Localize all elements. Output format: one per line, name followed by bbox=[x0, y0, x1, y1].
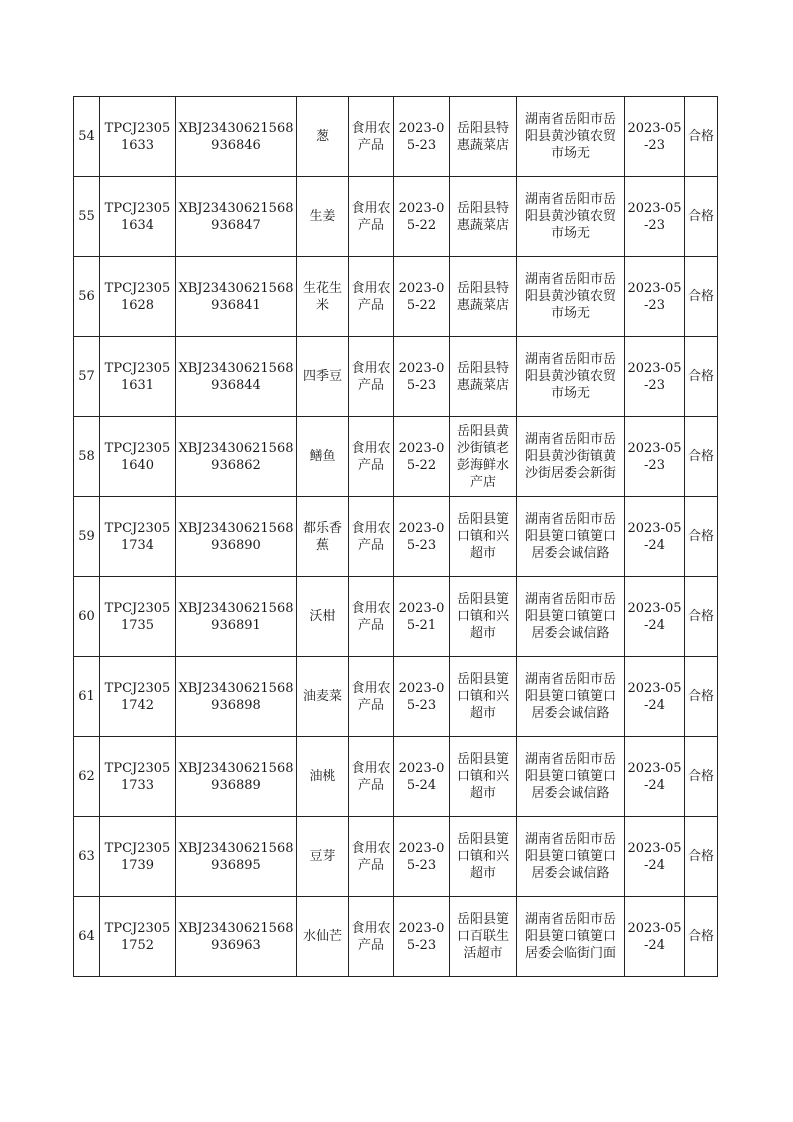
sample-number-cell: XBJ23430621568936847 bbox=[176, 177, 297, 257]
sample-name-cell: 鳝鱼 bbox=[297, 417, 349, 497]
sample-number-cell: XBJ23430621568936891 bbox=[176, 577, 297, 657]
result-cell: 合格 bbox=[685, 897, 718, 977]
sample-name-cell: 都乐香蕉 bbox=[297, 497, 349, 577]
table-body bbox=[74, 97, 718, 977]
production-date-cell: 2023-05-24 bbox=[394, 737, 450, 817]
sampling-date-cell: 2023-05-23 bbox=[625, 417, 685, 497]
sampling-date-cell: 2023-05-23 bbox=[625, 337, 685, 417]
sampling-date-cell: 2023-05-23 bbox=[625, 177, 685, 257]
seller-name-cell: 岳阳县特惠蔬菜店 bbox=[450, 97, 517, 177]
task-number-cell: TPCJ23051628 bbox=[100, 257, 176, 337]
table-row bbox=[74, 257, 718, 337]
sample-number-cell: XBJ23430621568936844 bbox=[176, 337, 297, 417]
task-number-cell: TPCJ23051634 bbox=[100, 177, 176, 257]
seq-cell: 56 bbox=[74, 257, 100, 337]
sample-number-cell: XBJ23430621568936890 bbox=[176, 497, 297, 577]
category-cell: 食用农产品 bbox=[349, 817, 394, 897]
seller-name-cell: 岳阳县筻口镇和兴超市 bbox=[450, 577, 517, 657]
sampling-date-cell: 2023-05-24 bbox=[625, 737, 685, 817]
seller-name-cell: 岳阳县筻口镇和兴超市 bbox=[450, 497, 517, 577]
sample-number-cell: XBJ23430621568936963 bbox=[176, 897, 297, 977]
category-cell: 食用农产品 bbox=[349, 177, 394, 257]
seq-cell: 59 bbox=[74, 497, 100, 577]
seq-cell: 57 bbox=[74, 337, 100, 417]
production-date-cell: 2023-05-23 bbox=[394, 497, 450, 577]
table-row bbox=[74, 657, 718, 737]
task-number-cell: TPCJ23051640 bbox=[100, 417, 176, 497]
result-cell: 合格 bbox=[685, 817, 718, 897]
production-date-cell: 2023-05-22 bbox=[394, 177, 450, 257]
production-date-cell: 2023-05-21 bbox=[394, 577, 450, 657]
production-date-cell: 2023-05-22 bbox=[394, 417, 450, 497]
task-number-cell: TPCJ23051733 bbox=[100, 737, 176, 817]
result-cell: 合格 bbox=[685, 417, 718, 497]
production-date-cell: 2023-05-23 bbox=[394, 657, 450, 737]
seller-name-cell: 岳阳县特惠蔬菜店 bbox=[450, 257, 517, 337]
sample-number-cell: XBJ23430621568936895 bbox=[176, 817, 297, 897]
seller-address-cell: 湖南省岳阳市岳阳县黄沙镇农贸市场无 bbox=[517, 337, 625, 417]
category-cell: 食用农产品 bbox=[349, 657, 394, 737]
table-row bbox=[74, 417, 718, 497]
sample-name-cell: 沃柑 bbox=[297, 577, 349, 657]
seller-address-cell: 湖南省岳阳市岳阳县筻口镇筻口居委会临街门面 bbox=[517, 897, 625, 977]
seller-address-cell: 湖南省岳阳市岳阳县筻口镇筻口居委会诚信路 bbox=[517, 657, 625, 737]
task-number-cell: TPCJ23051734 bbox=[100, 497, 176, 577]
category-cell: 食用农产品 bbox=[349, 417, 394, 497]
category-cell: 食用农产品 bbox=[349, 897, 394, 977]
production-date-cell: 2023-05-23 bbox=[394, 97, 450, 177]
table-row bbox=[74, 737, 718, 817]
seller-name-cell: 岳阳县筻口镇和兴超市 bbox=[450, 657, 517, 737]
table-row bbox=[74, 177, 718, 257]
result-cell: 合格 bbox=[685, 657, 718, 737]
table-row bbox=[74, 337, 718, 417]
sample-number-cell: XBJ23430621568936846 bbox=[176, 97, 297, 177]
sample-name-cell: 油麦菜 bbox=[297, 657, 349, 737]
table-row bbox=[74, 817, 718, 897]
sample-name-cell: 油桃 bbox=[297, 737, 349, 817]
seller-address-cell: 湖南省岳阳市岳阳县筻口镇筻口居委会诚信路 bbox=[517, 577, 625, 657]
seq-cell: 54 bbox=[74, 97, 100, 177]
sample-number-cell: XBJ23430621568936841 bbox=[176, 257, 297, 337]
seller-address-cell: 湖南省岳阳市岳阳县黄沙镇农贸市场无 bbox=[517, 257, 625, 337]
seq-cell: 62 bbox=[74, 737, 100, 817]
seq-cell: 64 bbox=[74, 897, 100, 977]
sample-name-cell: 生姜 bbox=[297, 177, 349, 257]
sample-number-cell: XBJ23430621568936889 bbox=[176, 737, 297, 817]
task-number-cell: TPCJ23051633 bbox=[100, 97, 176, 177]
task-number-cell: TPCJ23051735 bbox=[100, 577, 176, 657]
sampling-date-cell: 2023-05-24 bbox=[625, 897, 685, 977]
result-cell: 合格 bbox=[685, 97, 718, 177]
sampling-date-cell: 2023-05-24 bbox=[625, 497, 685, 577]
seller-name-cell: 岳阳县筻口百联生活超市 bbox=[450, 897, 517, 977]
result-cell: 合格 bbox=[685, 337, 718, 417]
sample-number-cell: XBJ23430621568936898 bbox=[176, 657, 297, 737]
seq-cell: 61 bbox=[74, 657, 100, 737]
sample-name-cell: 豆芽 bbox=[297, 817, 349, 897]
task-number-cell: TPCJ23051739 bbox=[100, 817, 176, 897]
category-cell: 食用农产品 bbox=[349, 497, 394, 577]
seller-name-cell: 岳阳县特惠蔬菜店 bbox=[450, 177, 517, 257]
seller-address-cell: 湖南省岳阳市岳阳县筻口镇筻口居委会诚信路 bbox=[517, 817, 625, 897]
task-number-cell: TPCJ23051631 bbox=[100, 337, 176, 417]
seller-name-cell: 岳阳县筻口镇和兴超市 bbox=[450, 737, 517, 817]
table-row bbox=[74, 497, 718, 577]
production-date-cell: 2023-05-22 bbox=[394, 257, 450, 337]
task-number-cell: TPCJ23051742 bbox=[100, 657, 176, 737]
results-table bbox=[73, 96, 718, 977]
production-date-cell: 2023-05-23 bbox=[394, 337, 450, 417]
seller-name-cell: 岳阳县黄沙街镇老彭海鲜水产店 bbox=[450, 417, 517, 497]
seller-address-cell: 湖南省岳阳市岳阳县黄沙街镇黄沙街居委会新街 bbox=[517, 417, 625, 497]
result-cell: 合格 bbox=[685, 177, 718, 257]
table-row bbox=[74, 897, 718, 977]
table-row bbox=[74, 577, 718, 657]
seq-cell: 63 bbox=[74, 817, 100, 897]
seller-address-cell: 湖南省岳阳市岳阳县黄沙镇农贸市场无 bbox=[517, 97, 625, 177]
category-cell: 食用农产品 bbox=[349, 577, 394, 657]
result-cell: 合格 bbox=[685, 257, 718, 337]
sampling-date-cell: 2023-05-24 bbox=[625, 577, 685, 657]
category-cell: 食用农产品 bbox=[349, 257, 394, 337]
production-date-cell: 2023-05-23 bbox=[394, 897, 450, 977]
task-number-cell: TPCJ23051752 bbox=[100, 897, 176, 977]
seq-cell: 60 bbox=[74, 577, 100, 657]
production-date-cell: 2023-05-23 bbox=[394, 817, 450, 897]
seller-name-cell: 岳阳县筻口镇和兴超市 bbox=[450, 817, 517, 897]
sampling-date-cell: 2023-05-23 bbox=[625, 97, 685, 177]
sample-number-cell: XBJ23430621568936862 bbox=[176, 417, 297, 497]
seq-cell: 58 bbox=[74, 417, 100, 497]
sample-name-cell: 葱 bbox=[297, 97, 349, 177]
seller-address-cell: 湖南省岳阳市岳阳县筻口镇筻口居委会诚信路 bbox=[517, 737, 625, 817]
category-cell: 食用农产品 bbox=[349, 97, 394, 177]
seller-name-cell: 岳阳县特惠蔬菜店 bbox=[450, 337, 517, 417]
sample-name-cell: 水仙芒 bbox=[297, 897, 349, 977]
sampling-date-cell: 2023-05-24 bbox=[625, 817, 685, 897]
sample-name-cell: 生花生米 bbox=[297, 257, 349, 337]
category-cell: 食用农产品 bbox=[349, 737, 394, 817]
result-cell: 合格 bbox=[685, 497, 718, 577]
sampling-date-cell: 2023-05-23 bbox=[625, 257, 685, 337]
seq-cell: 55 bbox=[74, 177, 100, 257]
result-cell: 合格 bbox=[685, 577, 718, 657]
sampling-date-cell: 2023-05-24 bbox=[625, 657, 685, 737]
seller-address-cell: 湖南省岳阳市岳阳县筻口镇筻口居委会诚信路 bbox=[517, 497, 625, 577]
category-cell: 食用农产品 bbox=[349, 337, 394, 417]
result-cell: 合格 bbox=[685, 737, 718, 817]
sample-name-cell: 四季豆 bbox=[297, 337, 349, 417]
seller-address-cell: 湖南省岳阳市岳阳县黄沙镇农贸市场无 bbox=[517, 177, 625, 257]
table-row bbox=[74, 97, 718, 177]
